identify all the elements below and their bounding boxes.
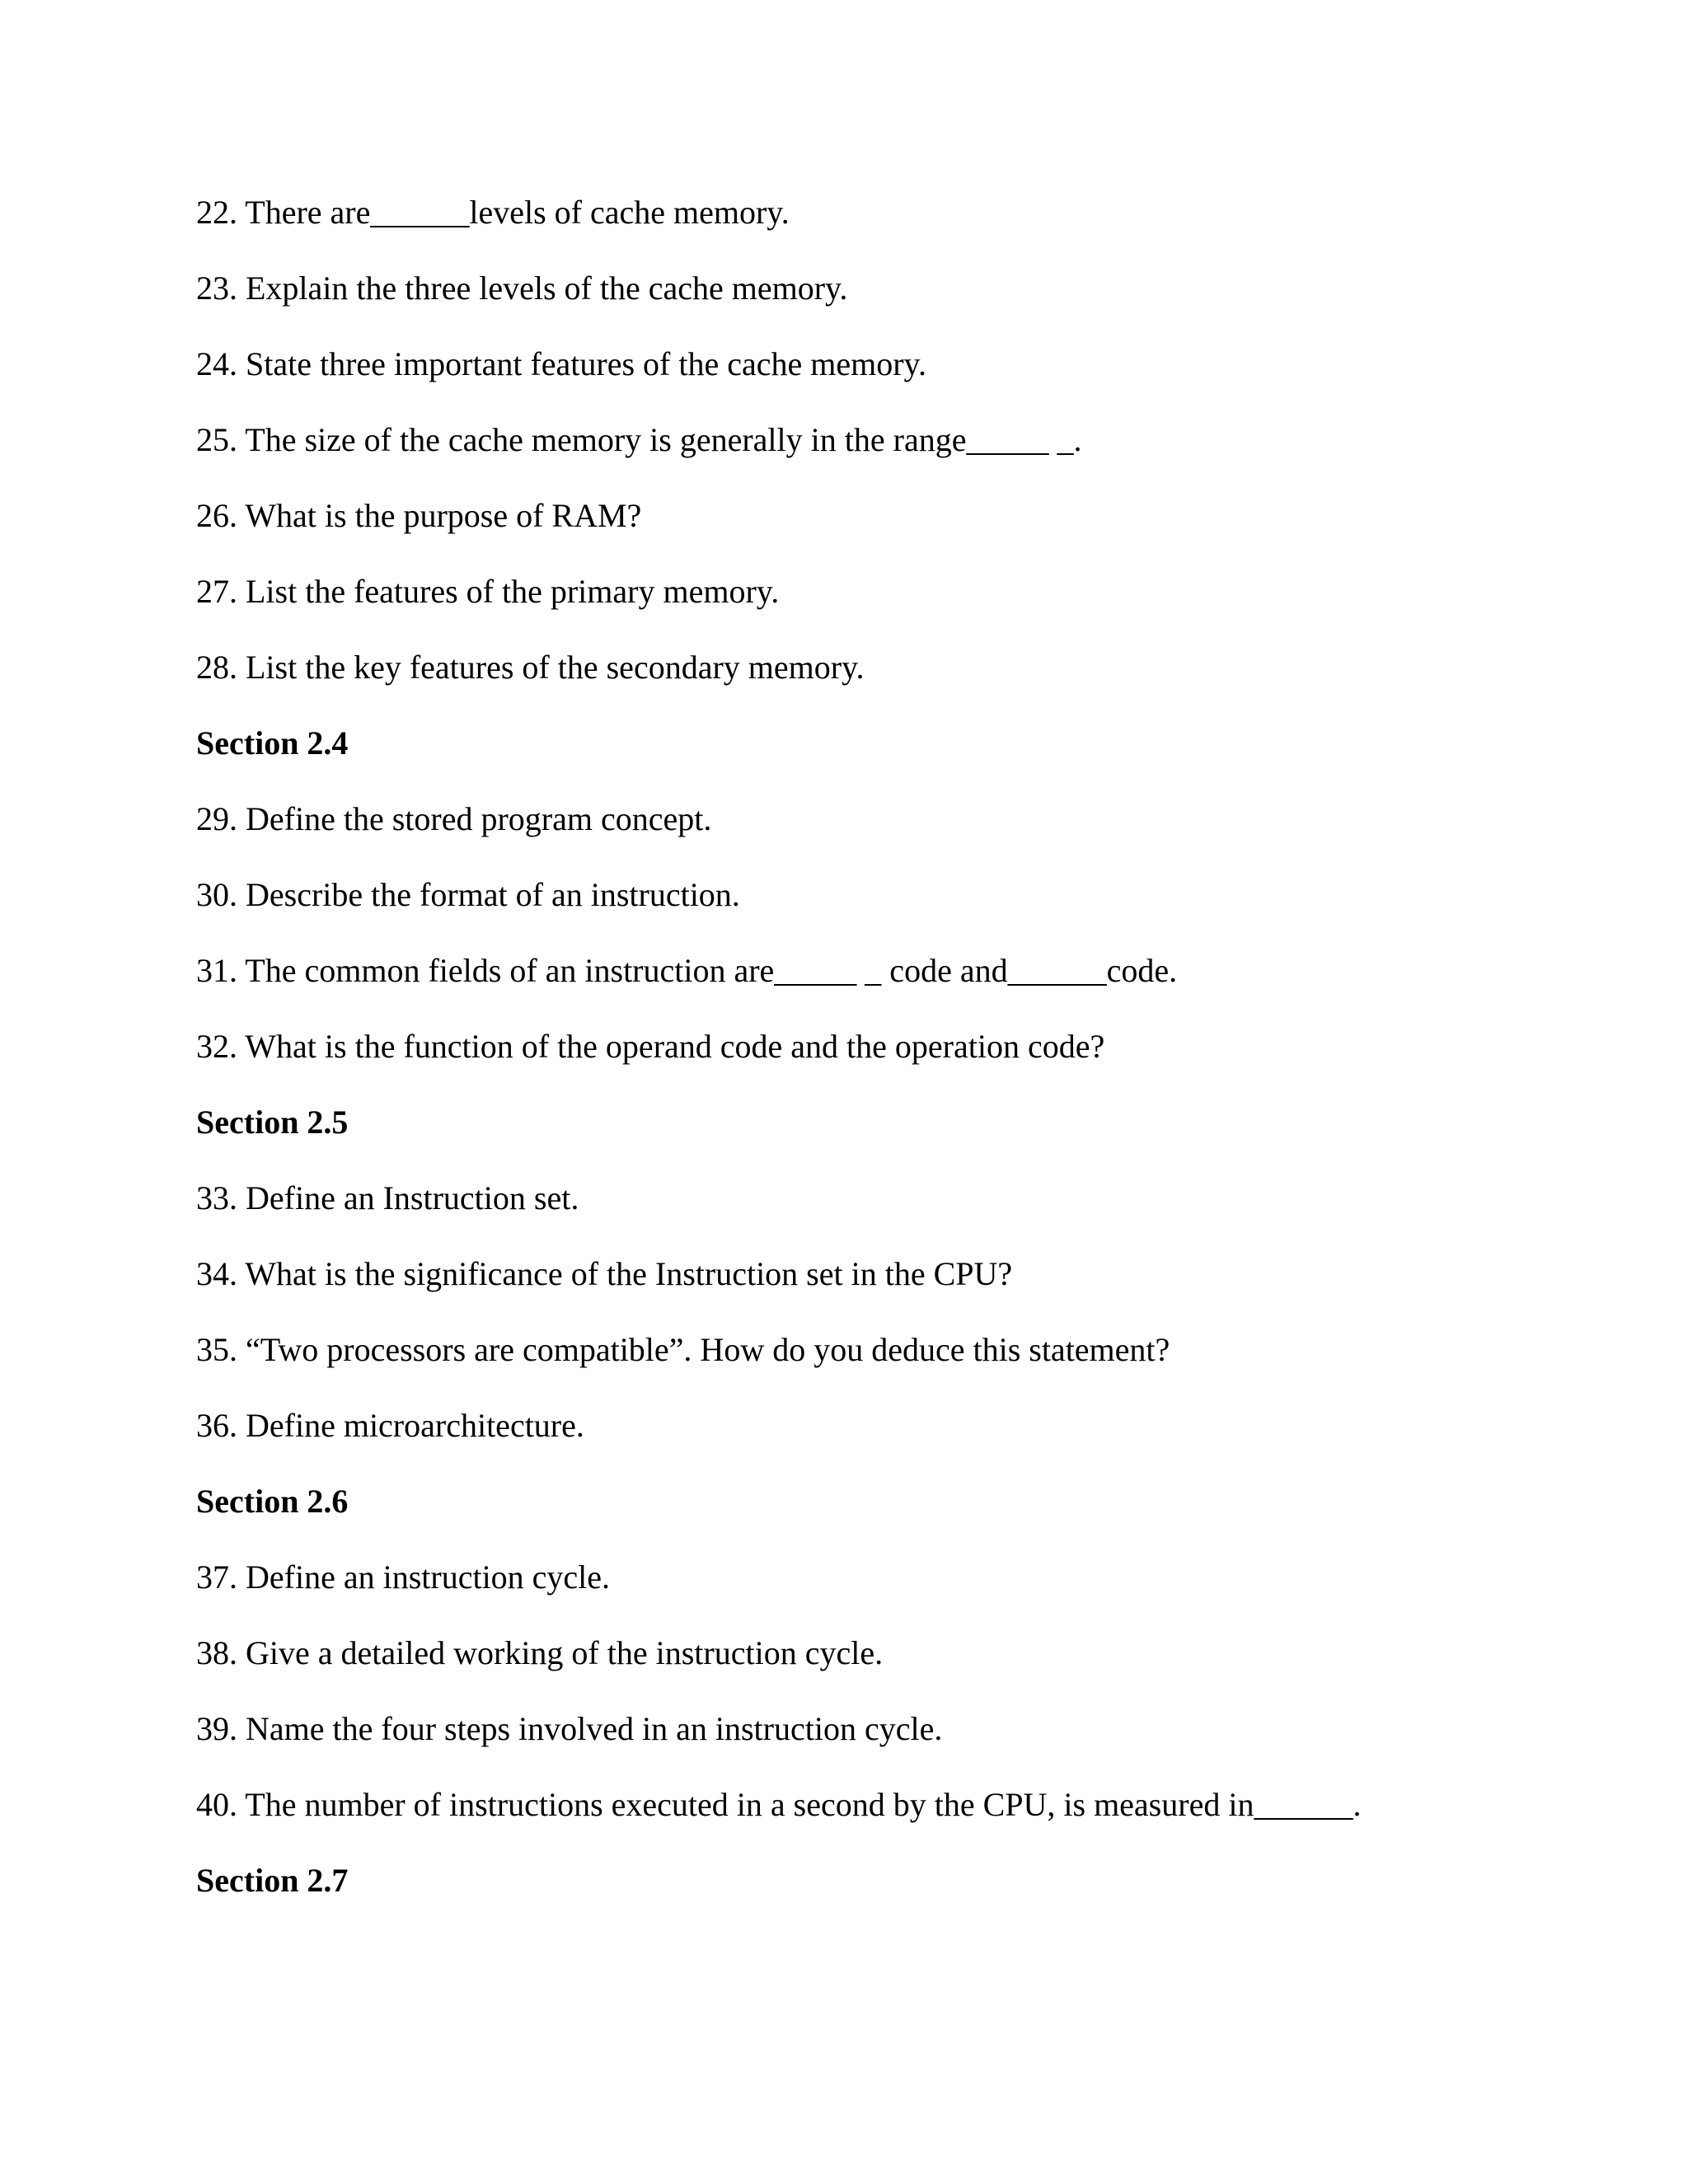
question-26: 26. What is the purpose of RAM?	[196, 497, 642, 534]
question-38: 38. Give a detailed working of the instruction cycle.	[196, 1634, 884, 1671]
question-34: 34. What is the significance of the Instruction set in the CPU?	[196, 1255, 1013, 1292]
question-35: 35. “Two processors are compatible”. How do you deduce this statement?	[196, 1331, 1170, 1368]
question-23: 23. Explain the three levels of the cache memory.	[196, 269, 848, 307]
question-25: 25. The size of the cache memory is generally in the range_____ _.	[196, 421, 1082, 458]
question-30: 30. Describe the format of an instruction.	[196, 876, 740, 913]
question-40: 40. The number of instructions executed in a second by the CPU, is measured in______.	[196, 1786, 1362, 1823]
question-22: 22. There are______levels of cache memory.	[196, 194, 790, 231]
question-27: 27. List the features of the primary memory.	[196, 573, 780, 610]
question-31: 31. The common fields of an instruction are_____ _ code and______code.	[196, 952, 1178, 989]
question-36: 36. Define microarchitecture.	[196, 1407, 584, 1444]
section-heading-2-6: Section 2.6	[196, 1483, 349, 1520]
question-24: 24. State three important features of the cache memory.	[196, 345, 926, 382]
question-28: 28. List the key features of the secondary memory.	[196, 649, 865, 686]
question-39: 39. Name the four steps involved in an instruction cycle.	[196, 1710, 943, 1747]
question-37: 37. Define an instruction cycle.	[196, 1558, 611, 1596]
section-heading-2-4: Section 2.4	[196, 724, 349, 762]
question-29: 29. Define the stored program concept.	[196, 800, 712, 837]
section-heading-2-7: Section 2.7	[196, 1862, 349, 1899]
section-heading-2-5: Section 2.5	[196, 1104, 349, 1141]
question-33: 33. Define an Instruction set.	[196, 1179, 579, 1216]
question-32: 32. What is the function of the operand code and the operation code?	[196, 1028, 1105, 1065]
